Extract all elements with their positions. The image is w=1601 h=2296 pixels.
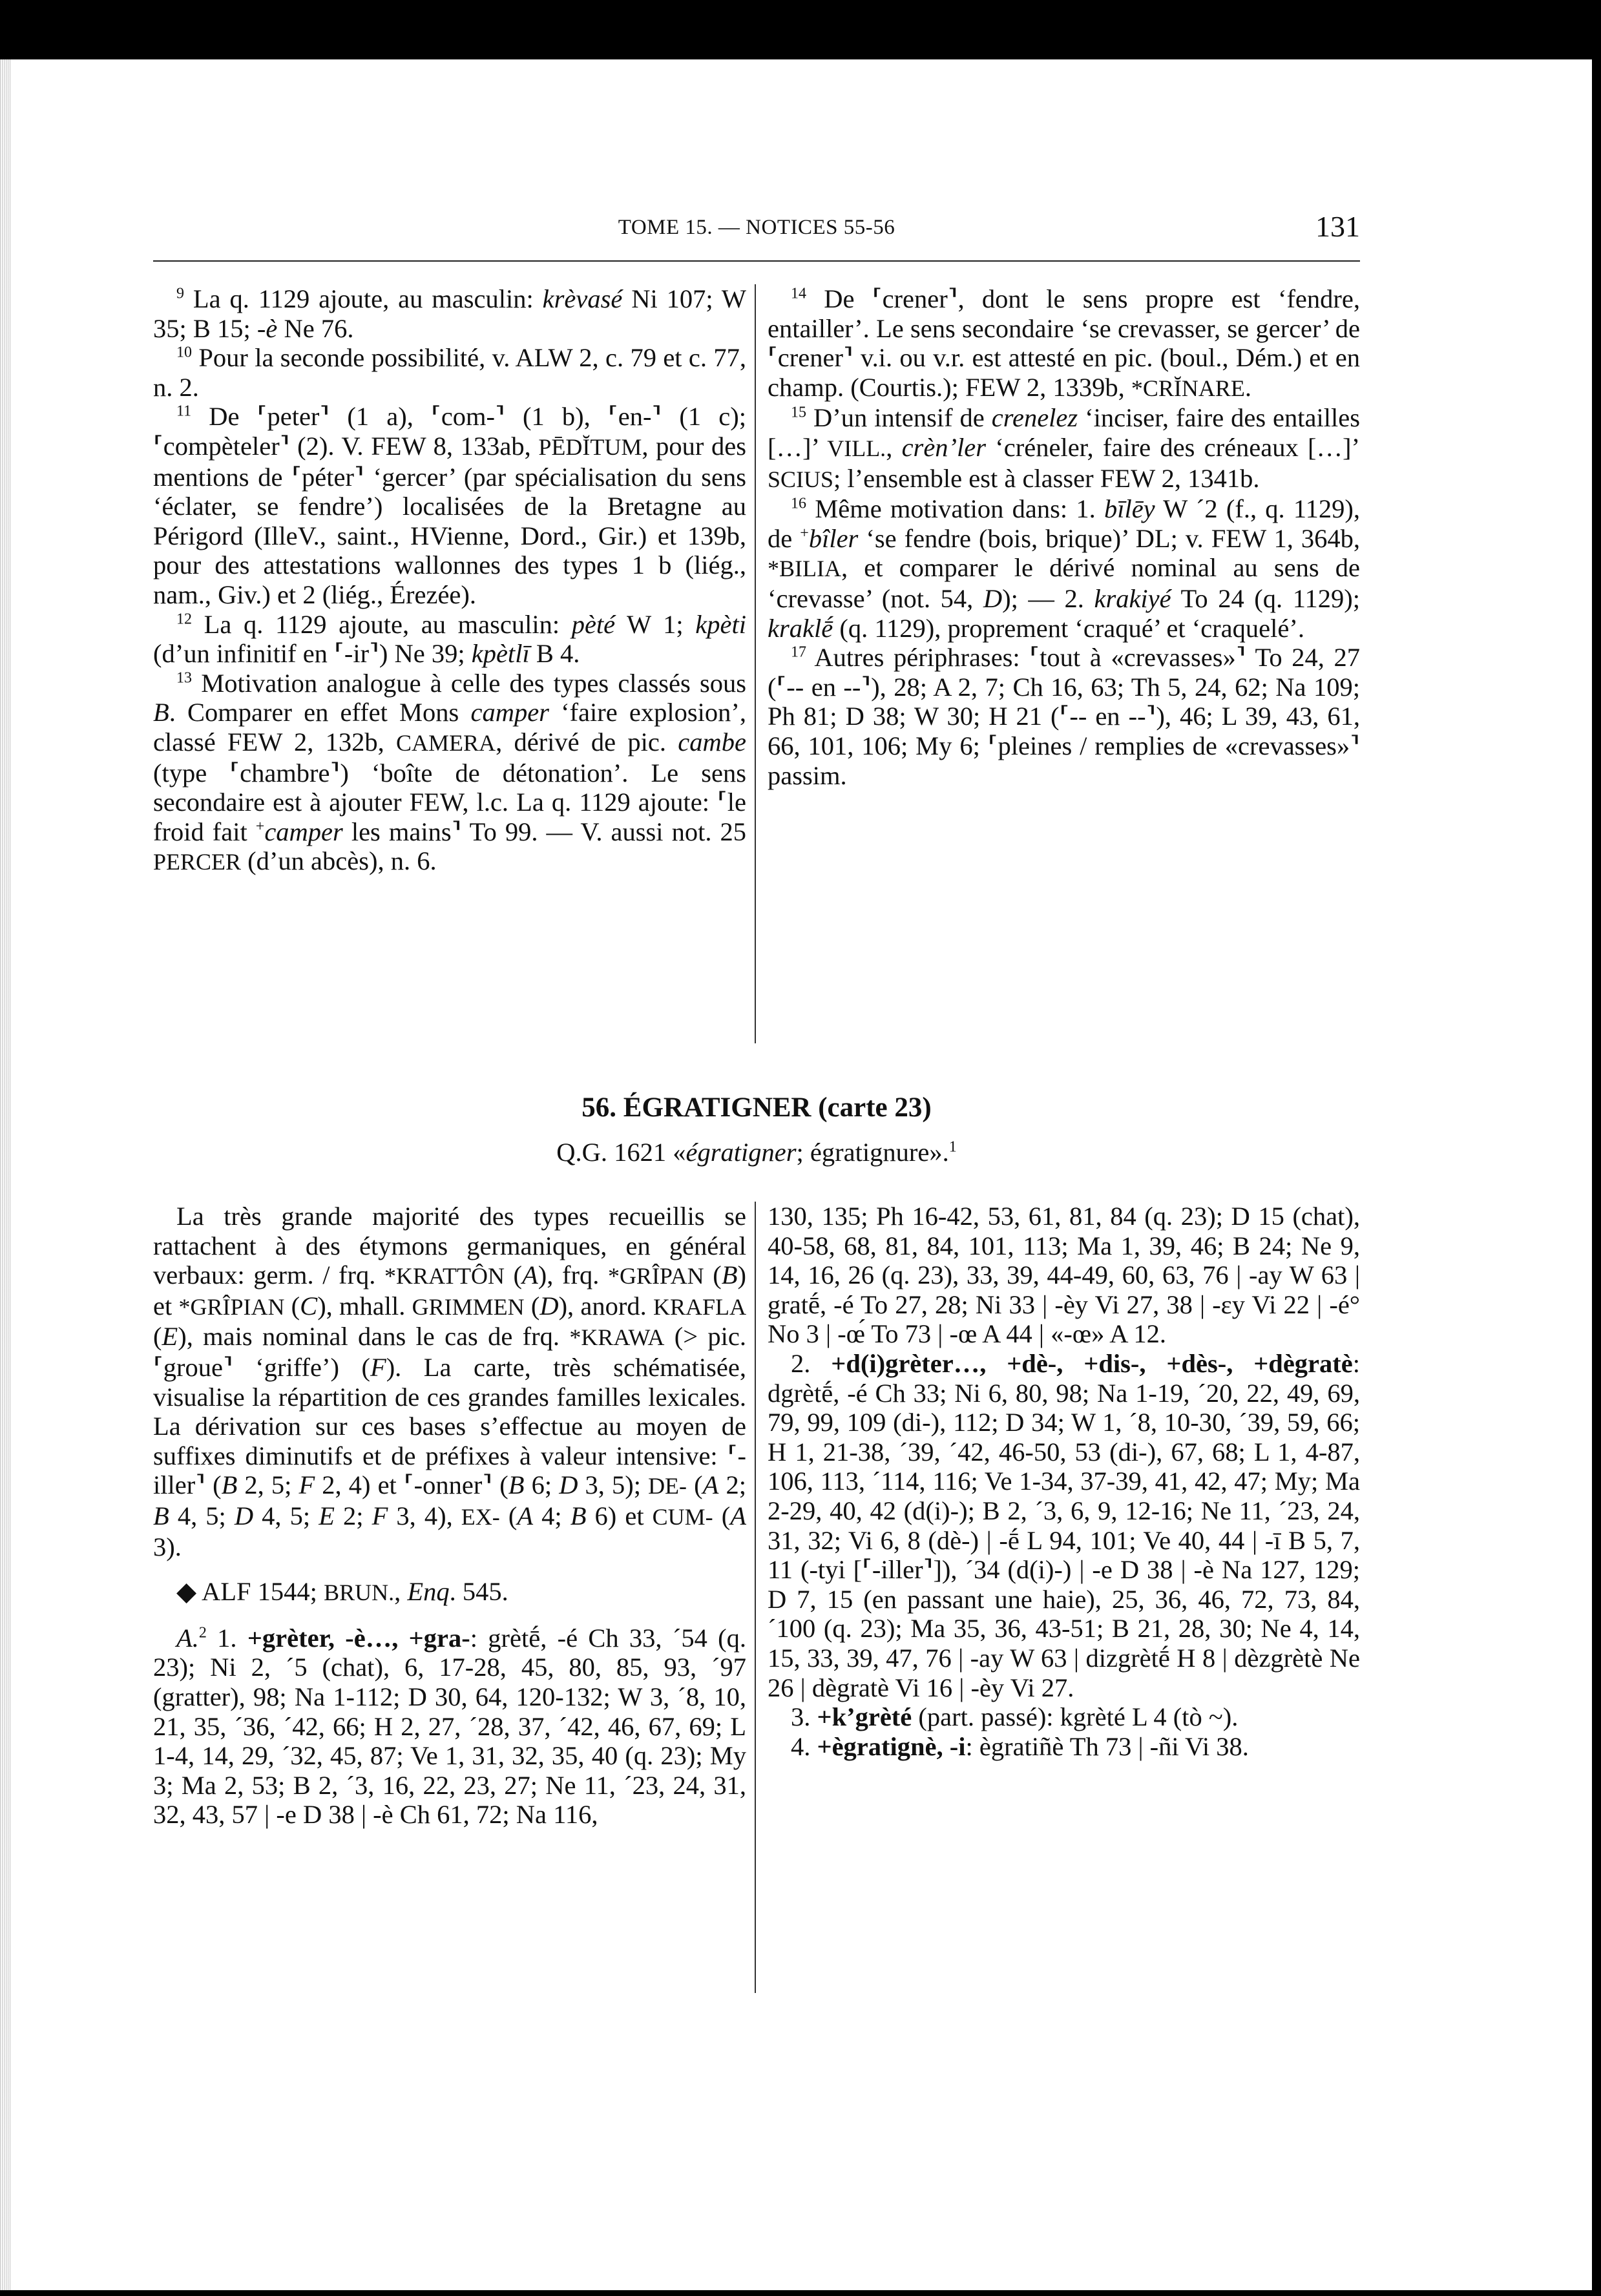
type-letter: D xyxy=(559,1470,578,1500)
dialect-form: camper xyxy=(264,817,343,846)
text: De ⸢crener⸣, dont le sens propre est ‘fendre, entailler’. Le sens secondaire ‘se crevasser, se gercer’ de ⸢crener⸣ v.i. ou v.r. est attesté en pic. (boul., Dém.) et en champ. (Courtis.); FEW 2, 1339b, xyxy=(768,284,1360,402)
text: . 545. xyxy=(449,1577,508,1607)
text: les mains⸣ To 99. — V. aussi not. 25 xyxy=(342,817,746,846)
footnote-17 xyxy=(768,643,1360,790)
type-letter: A xyxy=(517,1501,534,1530)
etymon: GRIMMEN xyxy=(412,1293,525,1320)
entry-forms: : grètḗ, -é Ch 33, ´54 (q. 23); Ni 2, ´5 (chat), 6, 17-28, 45, 80, 85, 93, ´97 (gratter), 98; Na 1-112; D 30, 64, 120-132; W 3, ´8, 10, 21, 35, ´36, ´42, 66; H 2, 27, ´28, 37, ´42, 46, 67, 69; L 1-4, 14, 29, ´32, 45, 87; Ve 1, 31, 32, 35, 40 (q. 23); My 3; Ma 2, 53; B 2, ´3, 16, 22, 23, 27; Ne 11, ´23, 24, 31, 32, 43, 57 | -e D 38 | -è Ch 61, 72; Na 116, xyxy=(153,1623,746,1830)
type-letter: D xyxy=(983,583,1003,613)
text: ( xyxy=(499,1501,518,1530)
scan-border-top xyxy=(0,0,1601,59)
type-letter: A xyxy=(702,1470,719,1500)
text: 3, 5); xyxy=(578,1470,649,1500)
text: D’un intensif de xyxy=(813,403,992,433)
entry-forms: : ègratiñè Th 73 | -ñi Vi 38. xyxy=(965,1731,1249,1761)
text: La très grande majorité des types recueillis se rattachent à des étymons germaniques, en général verbaux: germ. / frq. xyxy=(153,1202,746,1290)
running-head xyxy=(153,212,1360,251)
text: ( xyxy=(504,1260,523,1290)
text: 4, 5; xyxy=(169,1501,235,1530)
dialect-form: krakiyé xyxy=(1094,583,1171,613)
dialect-form: krèvasé xyxy=(542,284,623,313)
entry-A4 xyxy=(768,1732,1360,1762)
type-letter: F xyxy=(370,1352,386,1382)
type-letter: D xyxy=(539,1291,559,1320)
text: W ´2 (f., q. 1129), de xyxy=(768,494,1360,553)
footnote-15 xyxy=(768,403,1360,494)
column-divider-top xyxy=(755,284,756,1043)
text: , pour des mentions de ⸢péter⸣ ‘gercer’ (par spécialisation du sens ‘éclater, se fendre’) localisées de la Bretagne au Périgord (IlleV., saint., HVienne, Dord., Gir.) et 139b, pour des attestations wallonnes des types 1 b (liég., nam., Giv.) et 2 (liég., Érezée). xyxy=(153,431,746,609)
footnote-11 xyxy=(153,402,746,609)
text: 3). xyxy=(153,1532,182,1561)
text: ); — 2. xyxy=(1002,583,1094,613)
text: . xyxy=(1244,372,1251,402)
footnote-10 xyxy=(153,343,746,402)
dialect-form: camper xyxy=(470,698,549,727)
text: Ni 107; W 35; B 15; xyxy=(153,284,747,343)
text: , xyxy=(886,432,902,462)
etymon: CAMERA xyxy=(396,729,496,756)
footnote-number: 11 xyxy=(176,402,192,420)
text: (d’un infinitif en ⸢-ir⸣) Ne 39; xyxy=(153,639,472,669)
footnote-ref: 1 xyxy=(948,1138,957,1156)
diamond-bullet-icon: ◆ xyxy=(176,1577,197,1607)
text: 3, 4), xyxy=(388,1501,461,1530)
entry-forms: 130, 135; Ph 16-42, 53, 61, 81, 84 (q. 23); D 15 (chat), 40-58, 68, 81, 84, 101, 113; Ma 1, 39, 46; B 24; Ne 9, 14, 16, 26 (q. 23), 33, 39, 44-49, 60, 63, 76 | -ay W 63 | gratḗ, -é To 27, 28; Ni 33 | -èy Vi 27, 38 | -ɛy Vi 22 | -é° No 3 | -œ́ To 73 | -œ A 44 | «-œ» A 12. xyxy=(768,1202,1360,1349)
text: 2, 4) et ⸢-onner⸣ ( xyxy=(315,1470,508,1500)
dialect-form: crenelez xyxy=(991,403,1078,433)
dialect-form: bîler xyxy=(808,523,859,553)
etymon: *GRÎPAN xyxy=(607,1263,704,1289)
text: ( xyxy=(704,1260,722,1290)
plus-marker: + xyxy=(255,818,265,835)
author-ref: SCIUS xyxy=(768,466,834,492)
entry-A1 xyxy=(153,1623,746,1830)
section-title: 56. ÉGRATIGNER (carte 23) xyxy=(581,1092,932,1123)
etymon: *GRÎPIAN xyxy=(178,1293,285,1320)
running-title: TOME 15. — NOTICES 55-56 xyxy=(618,216,895,239)
text: Autres périphrases: ⸢tout à «crevasses»⸣ To 24, 27 (⸢-- en --⸣), 28; A 2, 7; Ch 16, 63; Th 5, 24, 62; Na 109; Ph 81; D 38; W 30; H 21 (⸢-- en --⸣), 46; L 39, 43, 61, 66, 101, 106; My 6; ⸢pleines / remplies de «crevasses»⸣ passim. xyxy=(768,643,1361,790)
text: . Comparer en effet Mons xyxy=(169,698,471,727)
text: ), anord. xyxy=(558,1291,653,1320)
text: (> pic. ⸢groue⸣ ‘griffe’) ( xyxy=(153,1322,746,1382)
text: 6) et xyxy=(586,1501,653,1530)
footnote-13 xyxy=(153,669,746,877)
text: ), frq. xyxy=(538,1260,608,1290)
entry-A3 xyxy=(768,1702,1360,1732)
text: ( xyxy=(153,1322,162,1352)
text: , dérivé de pic. xyxy=(496,727,678,757)
text: , et comparer le dérivé nominal au sens de ‘crevasse’ (not. 54, xyxy=(768,553,1360,613)
text: ), mhall. xyxy=(317,1291,412,1320)
entry-number: 1. xyxy=(217,1623,237,1653)
dialect-form: crèn’ler xyxy=(901,432,987,462)
text: ) et xyxy=(153,1260,746,1320)
text: ALF 1544; xyxy=(202,1577,324,1607)
footnote-number: 16 xyxy=(791,495,806,512)
type-letter: A xyxy=(730,1501,746,1530)
footnote-number: 9 xyxy=(176,285,184,302)
intro-paragraph xyxy=(153,1202,746,1561)
work-title: Enq xyxy=(407,1577,450,1607)
entry-A2: 2. +d(i)grèter…, +dè-, +dis-, +dès-, +dègratè: dgrètḗ, -é Ch 33; Ni 6, 80, 98; Na 1-19, ´20, 22, 49, 69, 79, 99, 109 (di-), 112; D 34; W 1, ´8, 10-30, ´39, 59, 66; H 1, 21-38, ´39, ´42, 46-50, 53 (di-), 67, 68; L 1, 4-87, 106, 113, ´114, 116; Ve 1-34, 37-39, 41, 42, 47; My; Ma 2-29, 40, 42 (d(i)-); B 2, ´3, 6, 9, 12-16; Ne 11, ´23, 24, 31, 32; Vi 6, 8 (dè-) | -ḗ L 94, 101; Ve 40, 44 | -ī B 5, 7, 11 (-tyi [⸢-iller⸣]), ´34 (d(i)-) | -e D 38 | -è Na 127, 129; D 7, 15 (en passant une haie), 25, 36, 46, 72, 73, 84, ´100 (q. 23); Ma 35, 36, 43-51; B 21, 28, 30; Ne 4, 14, 15, 33, 39, 47, 76 | -ay W 63 | dizgrètḗ H 8 | dèzgrètè Ne 26 | dègratè Vi 16 | -èy Vi 27. xyxy=(768,1348,1360,1702)
entry-headword: +grèter, -è…, +gra- xyxy=(247,1623,470,1653)
body-left-column xyxy=(153,1202,746,1830)
column-divider-bottom xyxy=(755,1202,756,1993)
dialect-form: cambe xyxy=(678,727,746,757)
text: (type ⸢chambre⸣) ‘boîte de détonation’. Le sens secondaire est à ajouter FEW, l.c. La q. 1129 ajoute: ⸢le froid fait xyxy=(153,758,746,846)
text: Même motivation dans: 1. xyxy=(815,494,1104,524)
entry-A1-continued xyxy=(768,1202,1360,1349)
text: Pour la seconde possibilité, v. ALW 2, c. 79 et c. 77, n. 2. xyxy=(153,343,746,402)
footnote-number: 13 xyxy=(176,669,192,687)
etymon: *KRATTÔN xyxy=(384,1263,505,1289)
text: Motivation analogue à celle des types classés sous xyxy=(201,668,747,698)
type-letter: B xyxy=(221,1470,238,1500)
prefix: DE- xyxy=(648,1473,687,1499)
footnote-12 xyxy=(153,610,746,669)
type-letter: B xyxy=(570,1501,587,1530)
type-letter: B xyxy=(153,1501,169,1530)
text: Ne 76. xyxy=(277,313,354,343)
dialect-form: bīlēy xyxy=(1104,494,1155,524)
scan-border-left xyxy=(0,59,10,2290)
type-letter: C xyxy=(300,1291,318,1320)
footnotes-right-column xyxy=(768,284,1360,790)
dialect-form: -è xyxy=(256,313,278,343)
text: ‘créneler, faire des créneaux […]’ xyxy=(986,432,1360,462)
entry-forms: dgrètḗ, -é Ch 33; Ni 6, 80, 98; Na 1-19, ´20, 22, 49, 69, 79, 99, 109 (di-), 112; D 34; W 1, ´8, 10-30, ´39, 59, 66; H 1, 21-38, ´39, ´42, 46-50, 53 (di-), 67, 68; L 1, 4-87, 106, 113, ´114, 116; Ve 1-34, 37-39, 41, 42, 47; My; Ma 2-29, 40, 42 (d(i)-); B 2, ´3, 6, 9, 12-16; Ne 11, ´23, 24, 31, 32; Vi 6, 8 (dè-) | -ḗ L 94, 101; Ve 40, 44 | -ī B 5, 7, 11 (-tyi [⸢-iller⸣]), ´34 (d(i)-) | -e D 38 | -è Na 127, 129; D 7, 15 (en passant une haie), 25, 36, 46, 72, 73, 84, ´100 (q. 23); Ma 35, 36, 43-51; B 21, 28, 30; Ne 4, 14, 15, 33, 39, 47, 76 | -ay W 63 | dizgrètḗ H 8 | dèzgrètè Ne 26 | dègratè Vi 16 | -èy Vi 27. xyxy=(768,1378,1360,1702)
dialect-form: pèté xyxy=(571,609,616,639)
text: 2, 5; xyxy=(237,1470,299,1500)
scan-border-right xyxy=(1592,0,1601,2296)
text: 2; xyxy=(718,1470,746,1500)
etymon: *KRAWA xyxy=(569,1324,665,1351)
text: (d’un abcès), n. 6. xyxy=(241,846,437,876)
author-ref: BRUN. xyxy=(324,1580,395,1606)
type-letter: F xyxy=(371,1501,388,1530)
text: ( xyxy=(687,1470,703,1500)
etymon: KRAFLA xyxy=(653,1293,746,1320)
text: ‘faire explosion’, classé FEW 2, 132b, xyxy=(153,698,746,757)
body-right-column xyxy=(768,1202,1360,1761)
text: Q.G. 1621 « xyxy=(556,1138,686,1167)
type-letter: B xyxy=(508,1470,525,1500)
text: B 4. xyxy=(529,639,580,669)
entry-number: 4. xyxy=(791,1731,811,1761)
text: 6; xyxy=(524,1470,560,1500)
text: ( xyxy=(524,1291,540,1320)
text: 2; xyxy=(334,1501,372,1530)
dialect-form: kraklḗ xyxy=(768,613,833,643)
page-number: 131 xyxy=(1315,210,1360,243)
type-label: A. xyxy=(176,1623,199,1653)
text: De ⸢peter⸣ (1 a), ⸢com-⸣ (1 b), ⸢en-⸣ (1 c); ⸢compèteler⸣ (2). V. FEW 8, 133ab, xyxy=(153,402,746,461)
text: , xyxy=(394,1577,408,1607)
footnotes-left-column xyxy=(153,284,746,877)
etymon: *BILIA xyxy=(768,556,841,582)
text: ( xyxy=(284,1291,300,1320)
entry-number: 2. xyxy=(791,1348,811,1378)
type-letter: E xyxy=(319,1501,335,1530)
plus-marker: + xyxy=(800,525,809,542)
text: ( xyxy=(713,1501,731,1530)
scan-border-bottom xyxy=(0,2290,1601,2296)
dialect-form: kpètlī xyxy=(471,639,530,669)
footnote-number: 15 xyxy=(791,404,806,421)
header-rule xyxy=(153,260,1360,262)
type-letter: A xyxy=(522,1260,538,1290)
footnote-number: 17 xyxy=(791,643,806,661)
footnote-14 xyxy=(768,284,1360,403)
text: La q. 1129 ajoute, au masculin: xyxy=(204,609,572,639)
text: W 1; xyxy=(615,609,696,639)
text: ; l’ensemble est à classer FEW 2, 1341b. xyxy=(833,463,1260,493)
entry-headword: +ègratignè, -i xyxy=(817,1731,966,1761)
entry-headword: +d(i)grèter…, +dè-, +dis-, +dès-, +dègratè xyxy=(831,1348,1353,1378)
type-letter: D xyxy=(234,1501,254,1530)
text: ‘inciser, faire des entailles […]’ xyxy=(768,403,1361,462)
entry-number: 3. xyxy=(791,1702,811,1732)
text: 4; xyxy=(533,1501,570,1530)
type-letter: E xyxy=(162,1322,178,1352)
entry-forms: (part. passé): kgrèté L 4 (tò ~). xyxy=(912,1702,1239,1732)
footnote-ref: 2 xyxy=(198,1624,207,1642)
text: (q. 1129), proprement ‘craqué’ et ‘craquelé’. xyxy=(833,613,1304,643)
type-letter: B xyxy=(153,698,169,727)
text: ‘se fendre (bois, brique)’ DL; v. FEW 1, 364b, xyxy=(858,523,1360,553)
type-letter: F xyxy=(298,1470,315,1500)
entry-headword: +k’grèté xyxy=(817,1702,912,1732)
author-ref: VILL. xyxy=(827,435,886,461)
section-subtitle xyxy=(153,1137,1360,1167)
footnote-9 xyxy=(153,284,746,343)
dialect-form: kpèti xyxy=(695,609,747,639)
type-letter: B xyxy=(721,1260,738,1290)
footnote-number: 14 xyxy=(791,285,806,302)
footnote-16 xyxy=(768,494,1360,643)
etymon: *CRĬNARE xyxy=(1131,375,1245,401)
text: La q. 1129 ajoute, au masculin: xyxy=(193,284,543,313)
footnote-number: 10 xyxy=(176,344,192,361)
etymon: PĒDĬTUM xyxy=(538,433,642,460)
prefix: EX- xyxy=(461,1503,500,1530)
footnote-number: 12 xyxy=(176,611,192,628)
text: ; égratignure». xyxy=(796,1138,949,1167)
cross-reference: PERCER xyxy=(153,849,242,875)
text: ), mais nominal dans le cas de frq. xyxy=(178,1322,570,1352)
question-term: égratigner xyxy=(685,1138,797,1167)
text: 4, 5; xyxy=(253,1501,319,1530)
text: To 24 (q. 1129); xyxy=(1171,583,1360,613)
prefix: CUM- xyxy=(652,1503,713,1530)
alf-reference xyxy=(153,1577,746,1608)
text: ). La carte, très schématisée, visualise la répartition de ces grandes familles lexicales. La dérivation sur ces bases s’effectue au moyen de suffixes diminutifs et de préfixes à valeur intensive: ⸢-iller⸣ ( xyxy=(153,1352,746,1500)
